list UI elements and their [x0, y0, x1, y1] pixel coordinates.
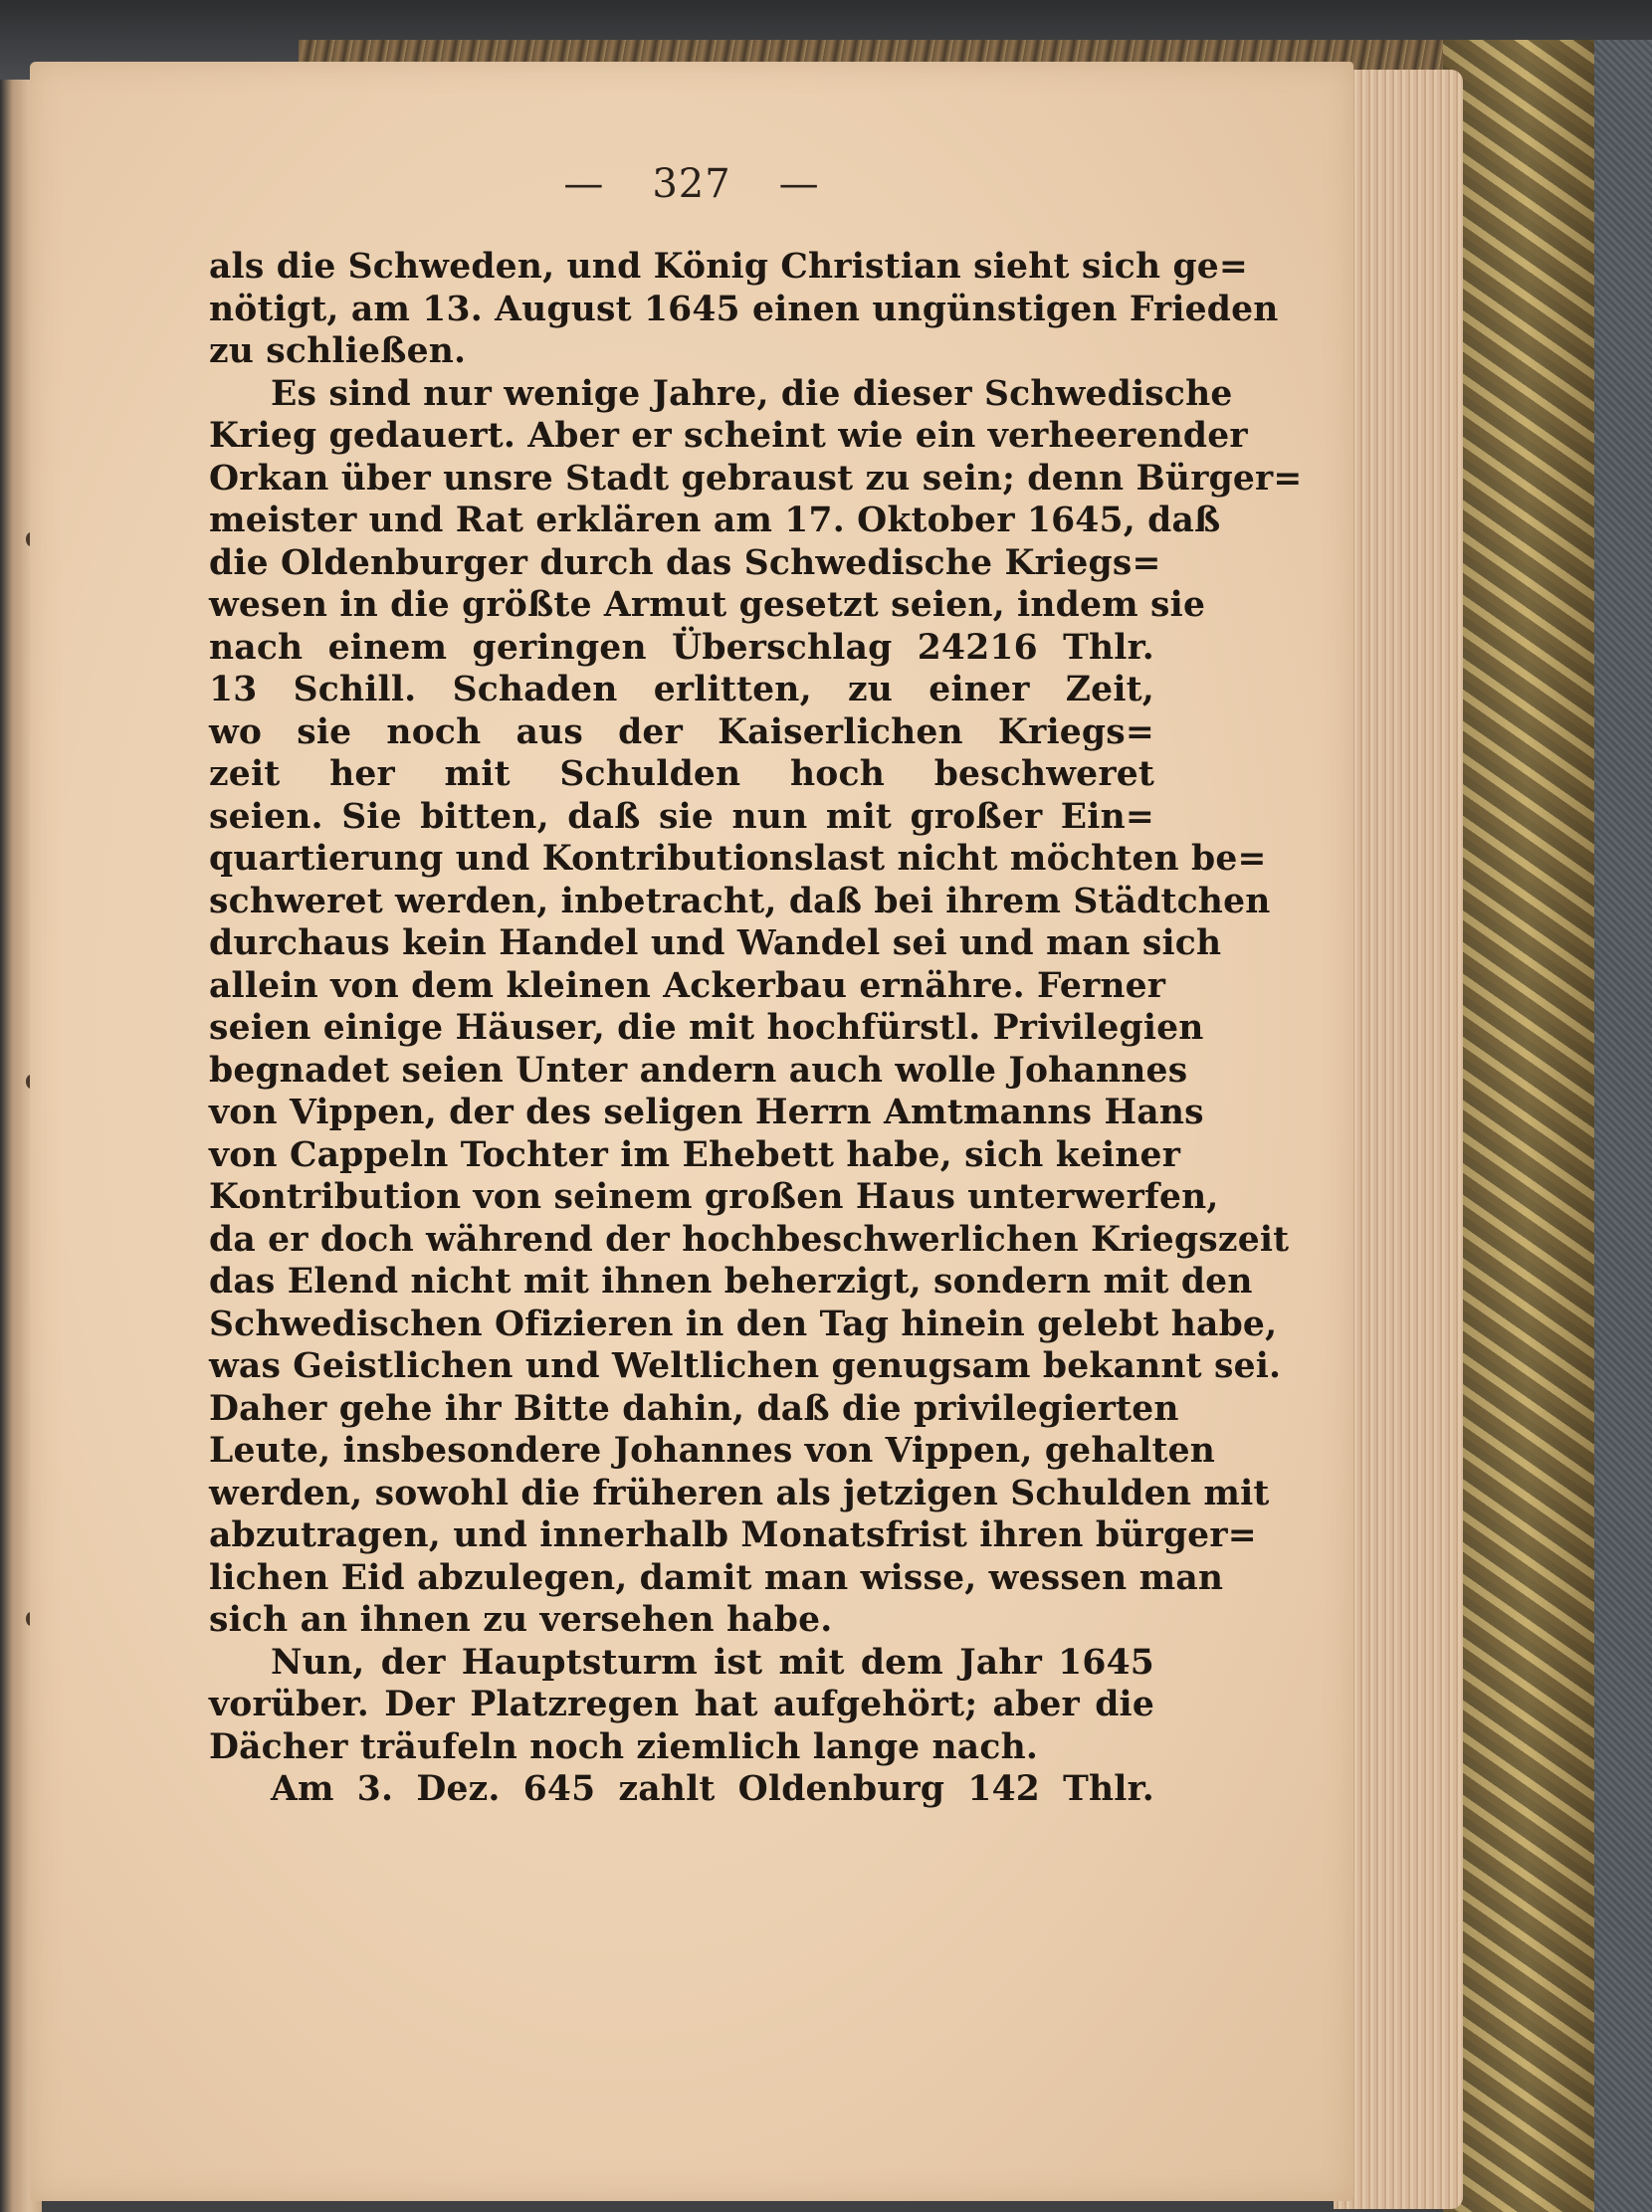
- text-line: meister und Rat erklären am 17. Oktober 1645, daß: [209, 501, 1221, 540]
- page-number: 327: [652, 161, 731, 207]
- body-text: [209, 246, 1303, 1811]
- text-line: Am 3. Dez. 645 zahlt Oldenburg 142 Thlr.: [271, 1769, 1154, 1809]
- header-dash-left: —: [563, 161, 605, 207]
- text-line: zu schließen.: [209, 331, 467, 371]
- text-line: vorüber. Der Platzregen hat aufgehört; aber die: [209, 1685, 1154, 1724]
- text-line: Schwedischen Ofizieren in den Tag hinein gelebt habe,: [209, 1304, 1278, 1344]
- text-line: allein von dem kleinen Ackerbau ernähre. Ferner: [209, 965, 1166, 1006]
- text-line: wesen in die größte Armut gesetzt seien, indem sie: [209, 585, 1206, 625]
- text-line: zeit her mit Schulden hoch beschweret: [209, 754, 1154, 794]
- text-line: schweret werden, inbetracht, daß bei ihrem Städtchen: [209, 881, 1271, 921]
- text-line: werden, sowohl die früheren als jetzigen Schulden mit: [209, 1473, 1270, 1513]
- text-line: Es sind nur wenige Jahre, die dieser Schwedische: [271, 373, 1233, 414]
- text-line: was Geistlichen und Weltlichen genugsam bekannt sei.: [209, 1346, 1282, 1386]
- page-header: [30, 161, 1353, 231]
- text-line: Nun, der Hauptsturm ist mit dem Jahr 1645: [271, 1642, 1154, 1683]
- text-line: seien. Sie bitten, daß sie nun mit großer Ein=: [209, 796, 1154, 837]
- text-line: begnadet seien Unter andern auch wolle Johannes: [209, 1050, 1188, 1091]
- text-line: abzutragen, und innerhalb Monatsfrist ihren bürger=: [209, 1515, 1257, 1555]
- text-line: nach einem geringen Überschlag 24216 Thlr.: [209, 627, 1154, 668]
- cloth-binding-strip: [1594, 40, 1652, 2212]
- header-dash-right: —: [778, 161, 820, 207]
- text-line: quartierung und Kontributionslast nicht möchten be=: [209, 839, 1267, 879]
- text-line: Krieg gedauert. Aber er scheint wie ein verheerender: [209, 416, 1248, 456]
- text-line: durchaus kein Handel und Wandel sei und man sich: [209, 923, 1222, 963]
- text-line: das Elend nicht mit ihnen beherzigt, sondern mit den: [209, 1262, 1253, 1302]
- text-line: von Cappeln Tochter im Ehebett habe, sich keiner: [209, 1134, 1181, 1175]
- text-line: nötigt, am 13. August 1645 einen ungünstigen Frieden: [209, 289, 1279, 329]
- text-line: wo sie noch aus der Kaiserlichen Kriegs=: [209, 711, 1154, 752]
- text-line: lichen Eid abzulegen, damit man wisse, wessen man: [209, 1557, 1224, 1598]
- text-line: da er doch während der hochbeschwerlichen Kriegszeit: [209, 1219, 1290, 1260]
- text-line: Daher gehe ihr Bitte dahin, daß die privilegierten: [209, 1388, 1179, 1429]
- text-line: seien einige Häuser, die mit hochfürstl. Privilegien: [209, 1008, 1204, 1048]
- text-line: als die Schweden, und König Christian sieht sich ge=: [209, 247, 1249, 287]
- text-line: Orkan über unsre Stadt gebraust zu sein; denn Bürger=: [209, 458, 1303, 499]
- text-line: die Oldenburger durch das Schwedische Kriegs=: [209, 542, 1161, 583]
- text-line: Leute, insbesondere Johannes von Vippen, gehalten: [209, 1431, 1216, 1471]
- text-line: Kontribution von seinem großen Haus unterwerfen,: [209, 1177, 1219, 1217]
- text-line: von Vippen, der des seligen Herrn Amtmanns Hans: [209, 1093, 1204, 1132]
- text-line: Dächer träufeln noch ziemlich lange nach.: [209, 1726, 1039, 1767]
- text-line: sich an ihnen zu versehen habe.: [209, 1600, 833, 1640]
- book-page: [30, 62, 1353, 2201]
- text-line: 13 Schill. Schaden erlitten, zu einer Zeit,: [209, 670, 1154, 709]
